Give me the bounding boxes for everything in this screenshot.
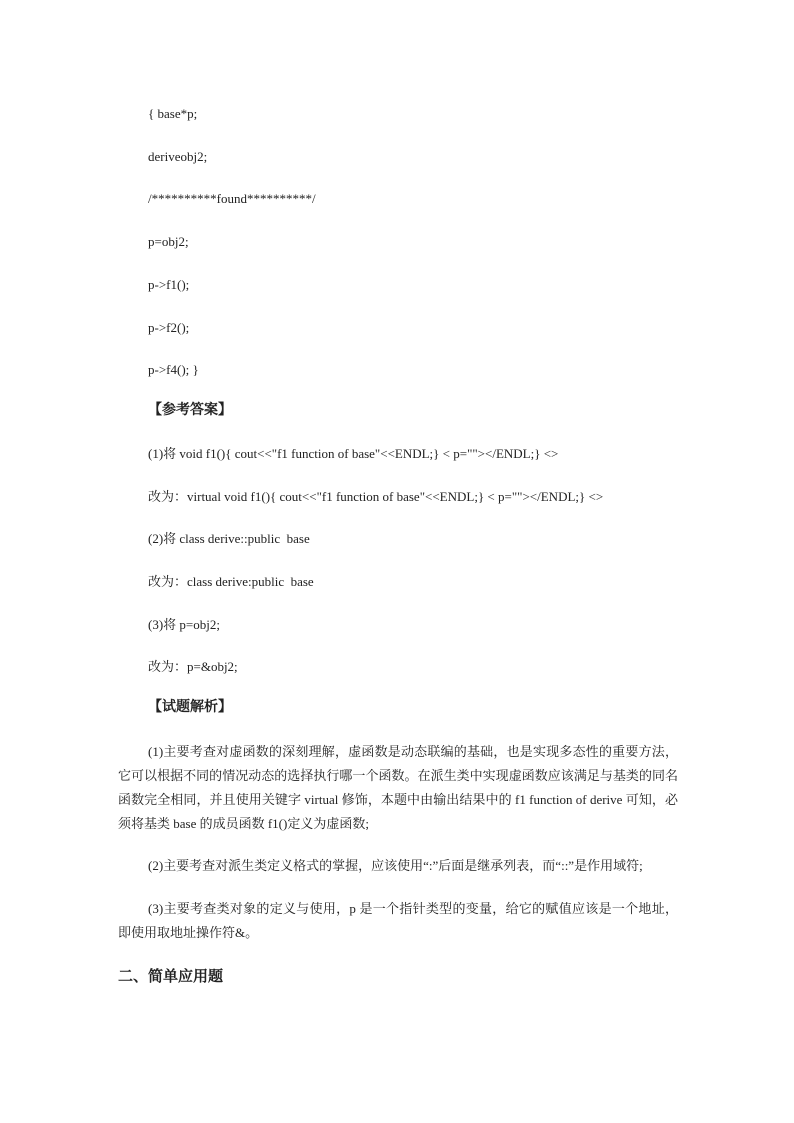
code-line: deriveobj2; — [148, 149, 208, 164]
code-line: p->f1(); — [148, 277, 190, 292]
analysis-paragraph-text: (3)主要考查类对象的定义与使用，p 是一个指针类型的变量，给它的赋值应该是一个地址，即使用取地址操作符&。 — [118, 901, 678, 940]
answer-line: 改为：p=&obj2; — [148, 659, 238, 674]
answer-line: 改为：virtual void f1(){ cout<<"f1 function of base"<<ENDL;} < p=""></ENDL;} <> — [148, 489, 604, 504]
section-title: 二、简单应用题 — [118, 967, 224, 985]
answer-heading: 【参考答案】 — [148, 403, 232, 418]
answer-line: (1)将 void f1(){ cout<<"f1 function of base"<<ENDL;} < p=""></ENDL;} <> — [148, 446, 559, 461]
code-line: /**********found**********/ — [148, 191, 316, 206]
code-line: p->f4(); } — [148, 362, 199, 377]
answer-line: 改为：class derive:public base — [148, 574, 314, 589]
answer-line: (2)将 class derive::public base — [148, 531, 310, 546]
code-line: p->f2(); — [148, 320, 190, 335]
analysis-paragraph-text: (2)主要考查对派生类定义格式的掌握，应该使用“:”后面是继承列表，而“::”是作用域符; — [148, 858, 643, 873]
analysis-paragraph — [118, 740, 678, 836]
analysis-heading: 【试题解析】 — [148, 700, 232, 715]
answer-line: (3)将 p=obj2; — [148, 617, 220, 632]
analysis-paragraph — [118, 897, 678, 945]
code-line: p=obj2; — [148, 234, 189, 249]
code-line: { base*p; — [148, 106, 198, 121]
analysis-paragraph-text: (1)主要考查对虚函数的深刻理解，虚函数是动态联编的基础，也是实现多态性的重要方法，它可以根据不同的情况动态的选择执行哪一个函数。在派生类中实现虚函数应该满足与基类的同名函数完全相同，并且使用关键字 virtual 修饰，本题中由输出结果中的 f1 function of derive 可知，必须将基类 base 的成员函数 f1()定义为虚函数; — [118, 744, 678, 831]
analysis-paragraph — [118, 854, 678, 878]
